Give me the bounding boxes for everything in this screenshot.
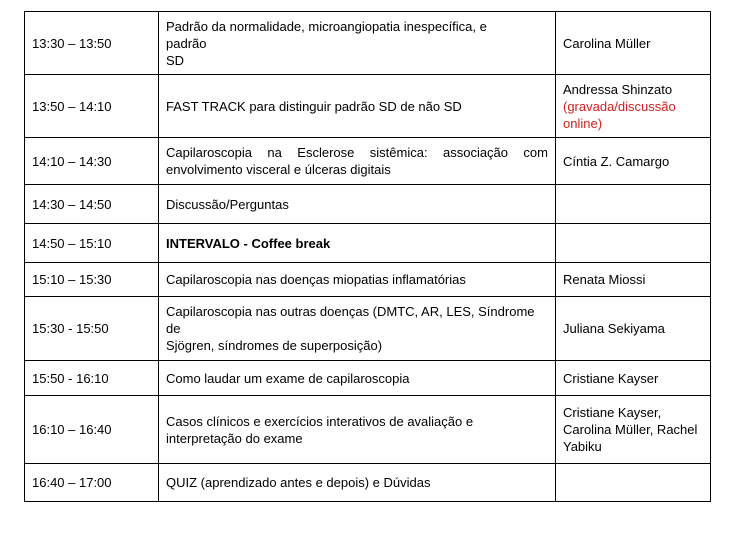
topic-cell xyxy=(159,297,556,361)
speaker-cell: Cíntia Z. Camargo xyxy=(556,138,711,185)
topic-line: Padrão da normalidade, microangiopatia inespecífica, e xyxy=(166,18,487,34)
speaker-cell xyxy=(556,75,711,138)
topic-cell: Casos clínicos e exercícios interativos de avaliação e interpretação do exame xyxy=(159,396,556,464)
speaker-cell xyxy=(556,185,711,224)
topic-cell: FAST TRACK para distinguir padrão SD de não SD xyxy=(159,75,556,138)
time-cell: 16:40 – 17:00 xyxy=(25,464,159,502)
time-cell: 14:30 – 14:50 xyxy=(25,185,159,224)
topic-cell: INTERVALO - Coffee break xyxy=(159,224,556,263)
speaker-name: Andressa Shinzato xyxy=(563,81,673,97)
speaker-cell xyxy=(556,224,711,263)
topic-line: SD xyxy=(166,52,185,68)
time-cell: 15:10 – 15:30 xyxy=(25,263,159,297)
time-cell: 14:10 – 14:30 xyxy=(25,138,159,185)
speaker-note: (gravada/discussão online) xyxy=(563,98,676,131)
table-row xyxy=(25,138,711,185)
topic-cell: Discussão/Perguntas xyxy=(159,185,556,224)
time-cell: 13:50 – 14:10 xyxy=(25,75,159,138)
topic-cell: Capilaroscopia na Esclerose sistêmica: associação com envolvimento visceral e úlceras digitais xyxy=(159,138,556,185)
speaker-cell: Cristiane Kayser xyxy=(556,361,711,396)
time-cell: 15:50 - 16:10 xyxy=(25,361,159,396)
speaker-cell: Renata Miossi xyxy=(556,263,711,297)
table-row xyxy=(25,12,711,75)
topic-cell: Capilaroscopia nas doenças miopatias inflamatórias xyxy=(159,263,556,297)
topic-line: Capilaroscopia nas outras doenças (DMTC, AR, LES, Síndrome xyxy=(166,304,535,319)
time-cell: 15:30 - 15:50 xyxy=(25,297,159,361)
table-row xyxy=(25,464,711,502)
topic-line: Sjögren, síndromes de superposição) xyxy=(166,338,383,353)
table-row xyxy=(25,185,711,224)
schedule-table xyxy=(24,11,711,502)
table-row xyxy=(25,75,711,138)
topic-cell: Como laudar um exame de capilaroscopia xyxy=(159,361,556,396)
table-row xyxy=(25,297,711,361)
topic-line: padrão xyxy=(166,35,207,51)
topic-cell: QUIZ (aprendizado antes e depois) e Dúvidas xyxy=(159,464,556,502)
table-row xyxy=(25,361,711,396)
table-row xyxy=(25,263,711,297)
time-cell: 16:10 – 16:40 xyxy=(25,396,159,464)
speaker-cell: Cristiane Kayser, Carolina Müller, Rachel Yabiku xyxy=(556,396,711,464)
time-cell: 14:50 – 15:10 xyxy=(25,224,159,263)
time-cell: 13:30 – 13:50 xyxy=(25,12,159,75)
speaker-cell: Juliana Sekiyama xyxy=(556,297,711,361)
speaker-cell xyxy=(556,464,711,502)
speaker-cell: Carolina Müller xyxy=(556,12,711,75)
topic-cell xyxy=(159,12,556,75)
table-row xyxy=(25,396,711,464)
table-row xyxy=(25,224,711,263)
topic-line: de xyxy=(166,321,181,336)
